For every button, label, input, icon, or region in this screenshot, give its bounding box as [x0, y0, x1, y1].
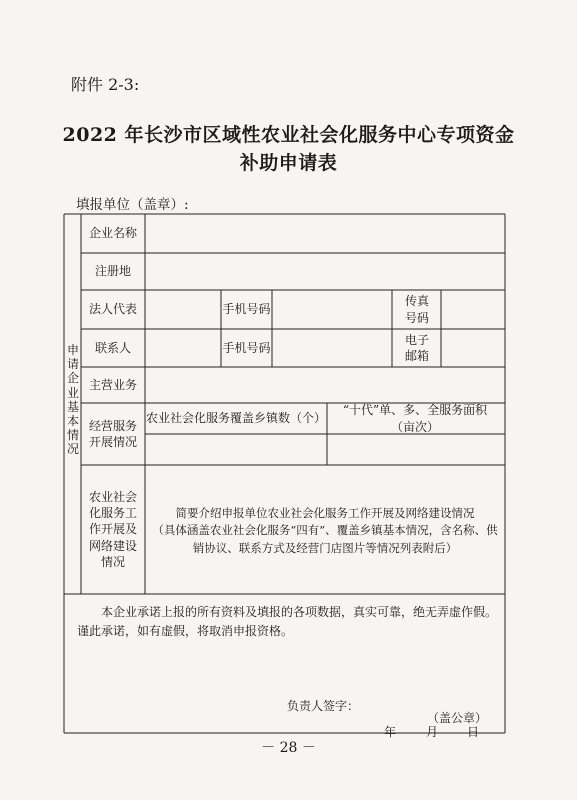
page-number: － 28 －	[261, 740, 316, 756]
label-towns-covered: 农业社会化服务覆盖乡镇数（个）	[145, 411, 326, 426]
form-title-line2: 补助申请表	[239, 152, 338, 174]
label-legal-representative: 法人代表	[88, 302, 137, 317]
date-day: 日	[467, 725, 480, 739]
form-title-line1: 2022 年长沙市区域性农业社会化服务中心专项资金	[62, 124, 515, 146]
label-service-area: “十代”单、多、全服务面积（亩次）	[342, 403, 488, 434]
network-note	[150, 505, 500, 557]
label-mobile-contact: 手机号码	[222, 340, 271, 355]
official-seal-label: （盖公章）	[427, 711, 488, 725]
attachment-label: 附件 2-3:	[71, 75, 140, 94]
reporting-unit-label: 填报单位（盖章）:	[76, 197, 189, 213]
label-service-status: 经营服务开展情况	[88, 418, 137, 449]
label-mobile-legal: 手机号码	[222, 302, 271, 317]
label-fax: 传真号码	[404, 294, 429, 325]
date-year: 年	[384, 725, 397, 739]
signature-label: 负责人签字：	[287, 699, 360, 713]
label-registered-address: 注册地	[94, 264, 131, 279]
label-network-construction: 农业社会化服务工作开展及网络建设情况	[88, 490, 137, 569]
side-label-basic-info: 申请企业基本情况	[66, 343, 79, 457]
label-contact-person: 联系人	[94, 340, 131, 355]
label-main-business: 主营业务	[88, 377, 137, 392]
label-company-name: 企业名称	[88, 226, 137, 241]
network-note-title: 简要介绍申报单位农业社会化服务工作开展及网络建设情况	[175, 506, 475, 520]
date-month: 月	[426, 725, 439, 739]
network-note-detail: （具体涵盖农业社会化服务“四有”、覆盖乡镇基本情况，含名称、供销协议、联系方式及经营门店图片等情况列表附后）	[152, 523, 498, 555]
commitment-text: 本企业承诺上报的所有资料及填报的各项数据，真实可靠，绝无弄虚作假。谨此承诺，如有虚假，将取消申报资格。	[77, 605, 498, 638]
label-email: 电子邮箱	[404, 332, 429, 363]
